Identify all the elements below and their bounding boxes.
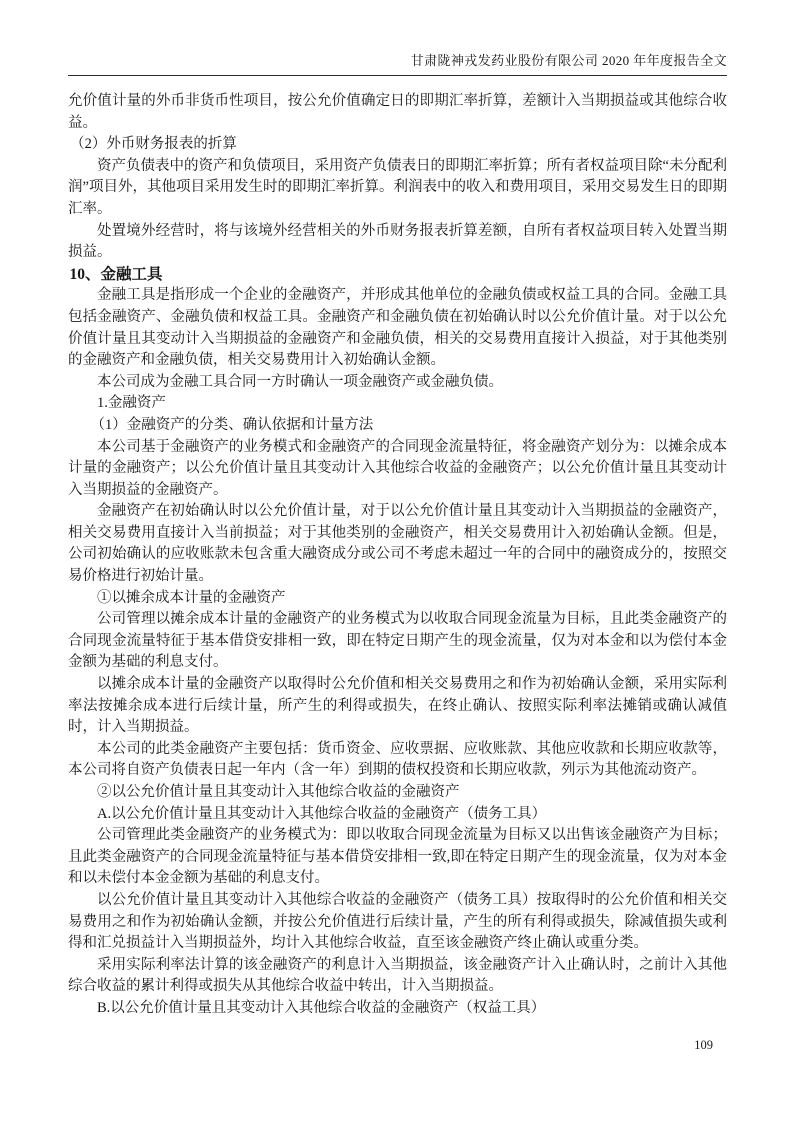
body-paragraph: 金融资产在初始确认时以公允价值计量，对于以公允价值计量且其变动计入当期损益的金融资产，相关交易费用直接计入当前损益；对于其他类别的金融资产，相关交易费用计入初始确认金额。但是，公司初始确认的应收账款未包含重大融资成分或公司不考虑未超过一年的合同中的融资成分的，按照交易价格进行初始计量。 (68, 503, 727, 585)
list-item-label-financial-assets: 1.金融资产 (97, 395, 166, 412)
body-paragraph: 公司管理此类金融资产的业务模式为：即以收取合同现金流量为目标又以出售该金融资产为目标；且此类金融资产的合同现金流量特征与基本借贷安排相一致,即在特定日期产生的现金流量，仅为对本金和以未偿付本金金额为基础的利息支付。 (68, 827, 727, 887)
document-content (68, 91, 727, 1020)
body-paragraph: 采用实际利率法计算的该金融资产的利息计入当期损益，该金融资产计入止确认时，之前计入其他综合收益的累计利得或损失从其他综合收益中转出，计入当期损益。 (68, 956, 727, 995)
report-header-title: 甘肃陇神戎发药业股份有限公司 2020 年年度报告全文 (410, 53, 727, 68)
body-paragraph: 以摊余成本计量的金融资产以取得时公允价值和相关交易费用之和作为初始确认金额，采用实际利率法按摊余成本进行后续计量，所产生的利得或损失，在终止确认、按照实际利率法摊销或确认减值时，计入当期损益。 (68, 676, 727, 736)
body-paragraph: 金融工具是指形成一个企业的金融资产，并形成其他单位的金融负债或权益工具的合同。金融工具包括金融资产、金融负债和权益工具。金融资产和金融负债在初始确认时以公允价值计量。对于以公允价值计量且其变动计入当期损益的金融资产和金融负债，相关的交易费用直接计入损益，对于其他类别的金融资产和金融负债，相关交易费用计入初始确认金额。 (68, 287, 727, 369)
page-header (68, 52, 727, 76)
body-paragraph: 以公允价值计量且其变动计入其他综合收益的金融资产（债务工具）按取得时的公允价值和相关交易费用之和作为初始确认金额，并按公允价值进行后续计量，产生的所有利得或损失，除减值损失或利得和汇兑损益计入当期损益外，均计入其他综合收益，直至该金融资产终止确认或重分类。 (68, 891, 727, 952)
body-paragraph: 处置境外经营时，将与该境外经营相关的外币财务报表折算差额，自所有者权益项目转入处置当期损益。 (68, 222, 727, 261)
subsection-label-classification: （1）金融资产的分类、确认依据和计量方法 (90, 416, 374, 433)
list-item-label-amortized-cost: ①以摊余成本计量的金融资产 (97, 589, 286, 606)
body-paragraph-continuation: 允价值计量的外币非货币性项目，按公允价值确定日的即期汇率折算，差额计入当期损益或其他综合收益。 (68, 93, 727, 131)
list-item-label-fvoci: ②以公允价值计量且其变动计入其他综合收益的金融资产 (97, 784, 460, 800)
body-paragraph: 资产负债表中的资产和负债项目，采用资产负债表日的即期汇率折算；所有者权益项目除“未分配利润”项目外，其他项目采用发生时的即期汇率折算。利润表中的收入和费用项目，采用交易发生日的即期汇率。 (68, 157, 727, 217)
body-paragraph: 本公司基于金融资产的业务模式和金融资产的合同现金流量特征，将金融资产划分为：以摊余成本计量的金融资产；以公允价值计量且其变动计入其他综合收益的金融资产；以公允价值计量且其变动计入当期损益的金融资产。 (68, 438, 727, 498)
body-paragraph: 本公司的此类金融资产主要包括：货币资金、应收票据、应收账款、其他应收款和长期应收款等，本公司将自资产负债表日起一年内（含一年）到期的债权投资和长期应收款，列示为其他流动资产。 (68, 740, 727, 779)
section-heading-financial-instruments: 10、金融工具 (69, 265, 163, 283)
page-number: 109 (694, 1038, 713, 1052)
body-paragraph: 公司管理以摊余成本计量的金融资产的业务模式为以收取合同现金流量为目标，且此类金融资产的合同现金流量特征于基本借贷安排相一致，即在特定日期产生的现金流量，仅为对本金和以为偿付本金金额为基础的利息支付。 (68, 611, 727, 671)
subsection-label-foreign-statements: （2）外币财务报表的折算 (70, 136, 237, 153)
body-paragraph: 本公司成为金融工具合同一方时确认一项金融资产或金融负债。 (97, 373, 503, 390)
page-footer (694, 1038, 713, 1053)
list-item-label-debt-instrument: A.以公允价值计量且其变动计入其他综合收益的金融资产（债务工具） (97, 805, 547, 822)
list-item-label-equity-instrument: B.以公允价值计量且其变动计入其他综合收益的金融资产（权益工具） (97, 999, 546, 1016)
